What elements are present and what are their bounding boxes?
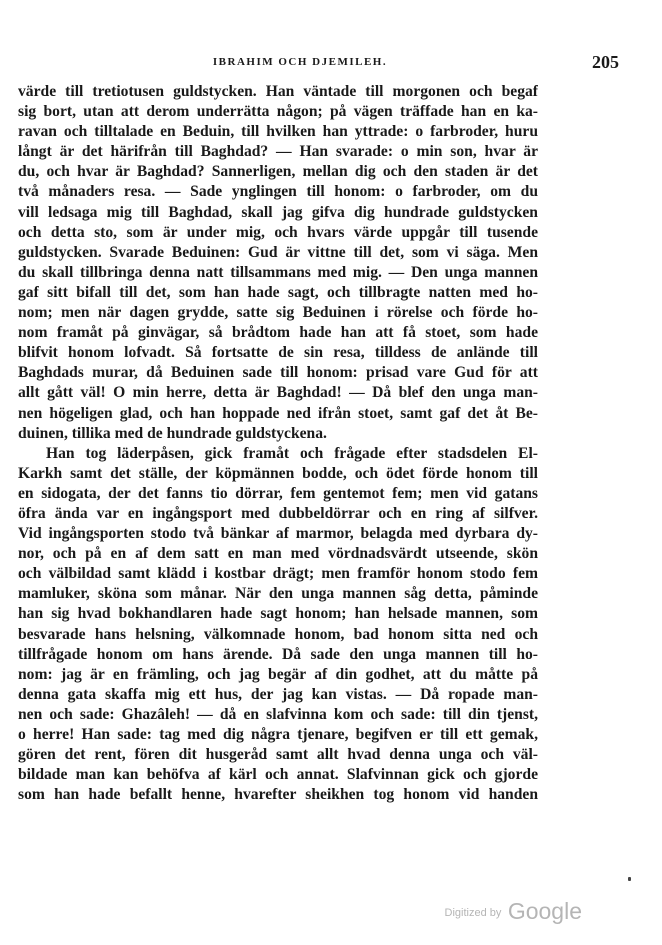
text-line: Baghdads murar, då Beduinen sade till honom: prisad vare Gud för att — [18, 364, 538, 382]
body-text — [18, 82, 538, 805]
page-number: 205 — [592, 52, 619, 72]
text-line: han sig hvad bokhandlaren hade sagt honom; han helsade mannen, som — [18, 605, 538, 623]
text-line: nom; men när dagen grydde, satte sig Beduinen i rörelse och förde ho- — [18, 304, 538, 322]
text-line: nom: jag är en främling, och jag begär af din godhet, att du måtte på — [18, 665, 538, 683]
text-line: guldstycken. Svarade Beduinen: Gud är vittne till det, som vi säga. Men — [18, 243, 538, 261]
text-line: Karkh samt det ställe, der köpmännen bodde, och ödet förde honom till — [18, 464, 538, 482]
text-line: Vid ingångsporten stodo två bänkar af marmor, belagda med dyrbara dy- — [18, 525, 538, 543]
text-line: öfra ända var en ingångsport med dubbeldörrar och en ring af silfver. — [18, 504, 538, 522]
text-line: denna gata skaffa mig ett hus, der jag kan vistas. — Då ropade man- — [18, 685, 538, 703]
text-line: tillfrågade honom om hans ärende. Då sade den unga mannen till ho- — [18, 645, 538, 663]
running-title: IBRAHIM OCH DJEMILEH. — [212, 56, 388, 68]
text-line: nen och sade: Ghazâleh! — då en slafvinna kom och sade: till din tjenst, — [18, 705, 538, 723]
text-line: gaf sitt bifall till det, som han hade sagt, och tillbragte natten med ho- — [18, 283, 538, 301]
google-logo: Google — [507, 898, 582, 924]
page-header — [20, 52, 625, 76]
text-line: blifvit honom lofvadt. Så fortsatte de sin resa, tilldess de anlände till — [18, 344, 538, 362]
text-line: gören det rent, fören dit husgeråd samt allt hvad denna unga och väl- — [18, 746, 538, 764]
text-line: mamluker, sköna som månar. När den unga mannen såg detta, påminde — [18, 585, 538, 603]
text-line: värde till tretiotusen guldstycken. Han väntade till morgonen och begaf — [18, 83, 538, 100]
text-line: och välbildad samt klädd i kostbar drägt; men framför honom stodo fem — [18, 565, 538, 583]
text-line: vill ledsaga mig till Baghdad, skall jag gifva dig hundrade guldstycken — [18, 203, 538, 221]
text-line: två månaders resa. — Sade ynglingen till honom: o farbroder, om du — [18, 183, 538, 201]
text-line: som han hade befallt henne, hvarefter sheikhen tog honom vid handen — [18, 786, 538, 804]
scan-speck — [628, 877, 631, 881]
text-line: långt är det härifrån till Baghdad? — Han svarade: o min son, hvar är — [18, 143, 538, 161]
watermark-prefix: Digitized by — [444, 907, 502, 919]
digitized-watermark — [445, 898, 582, 925]
paragraph-last-line: duinen, tillika med de hundrade guldstyckena. — [18, 424, 327, 442]
text-line: ravan och tilltalade en Beduin, till hvilken han yttrade: o farbroder, huru — [18, 123, 538, 141]
text-line: o herre! Han sade: tag med dig några tjenare, begifven er till ett gemak, — [18, 726, 538, 743]
text-line: besvarade hans helsning, välkomnade honom, bad honom sitta ned och — [18, 625, 538, 643]
text-line: nen högeligen glad, och han hoppade ned ifrån stoet, samt gaf det åt Be- — [18, 404, 538, 422]
text-line: bildade man kan behöfva af kärl och annat. Slafvinnan gick och gjorde — [18, 766, 538, 784]
text-line: och detta sto, som är under mig, och hvars värde uppgår till tusende — [18, 223, 538, 241]
text-line: du skall tillbringa denna natt tillsammans med mig. — Den unga mannen — [18, 263, 538, 281]
text-line: en sidogata, der det fanns tio dörrar, fem gentemot fem; men vid gatans — [18, 484, 538, 502]
text-line: du, och hvar är Baghdad? Sannerligen, mellan dig och den staden är det — [18, 163, 538, 181]
text-line: allt gått väl! O min herre, detta är Baghdad! — Då blef den unga man- — [18, 384, 538, 402]
paragraph-first-line: Han tog läderpåsen, gick framåt och frågade efter stadsdelen El- — [46, 444, 538, 462]
text-line: sig bort, utan att derom underrätta någon; på vägen träffade han en ka- — [18, 103, 538, 121]
text-line: nor, och på en af dem satt en man med vördnadsvärdt utseende, skön — [18, 545, 538, 563]
text-line: nom framåt på ginvägar, så brådtom hade han att få stoet, som hade — [18, 324, 538, 342]
